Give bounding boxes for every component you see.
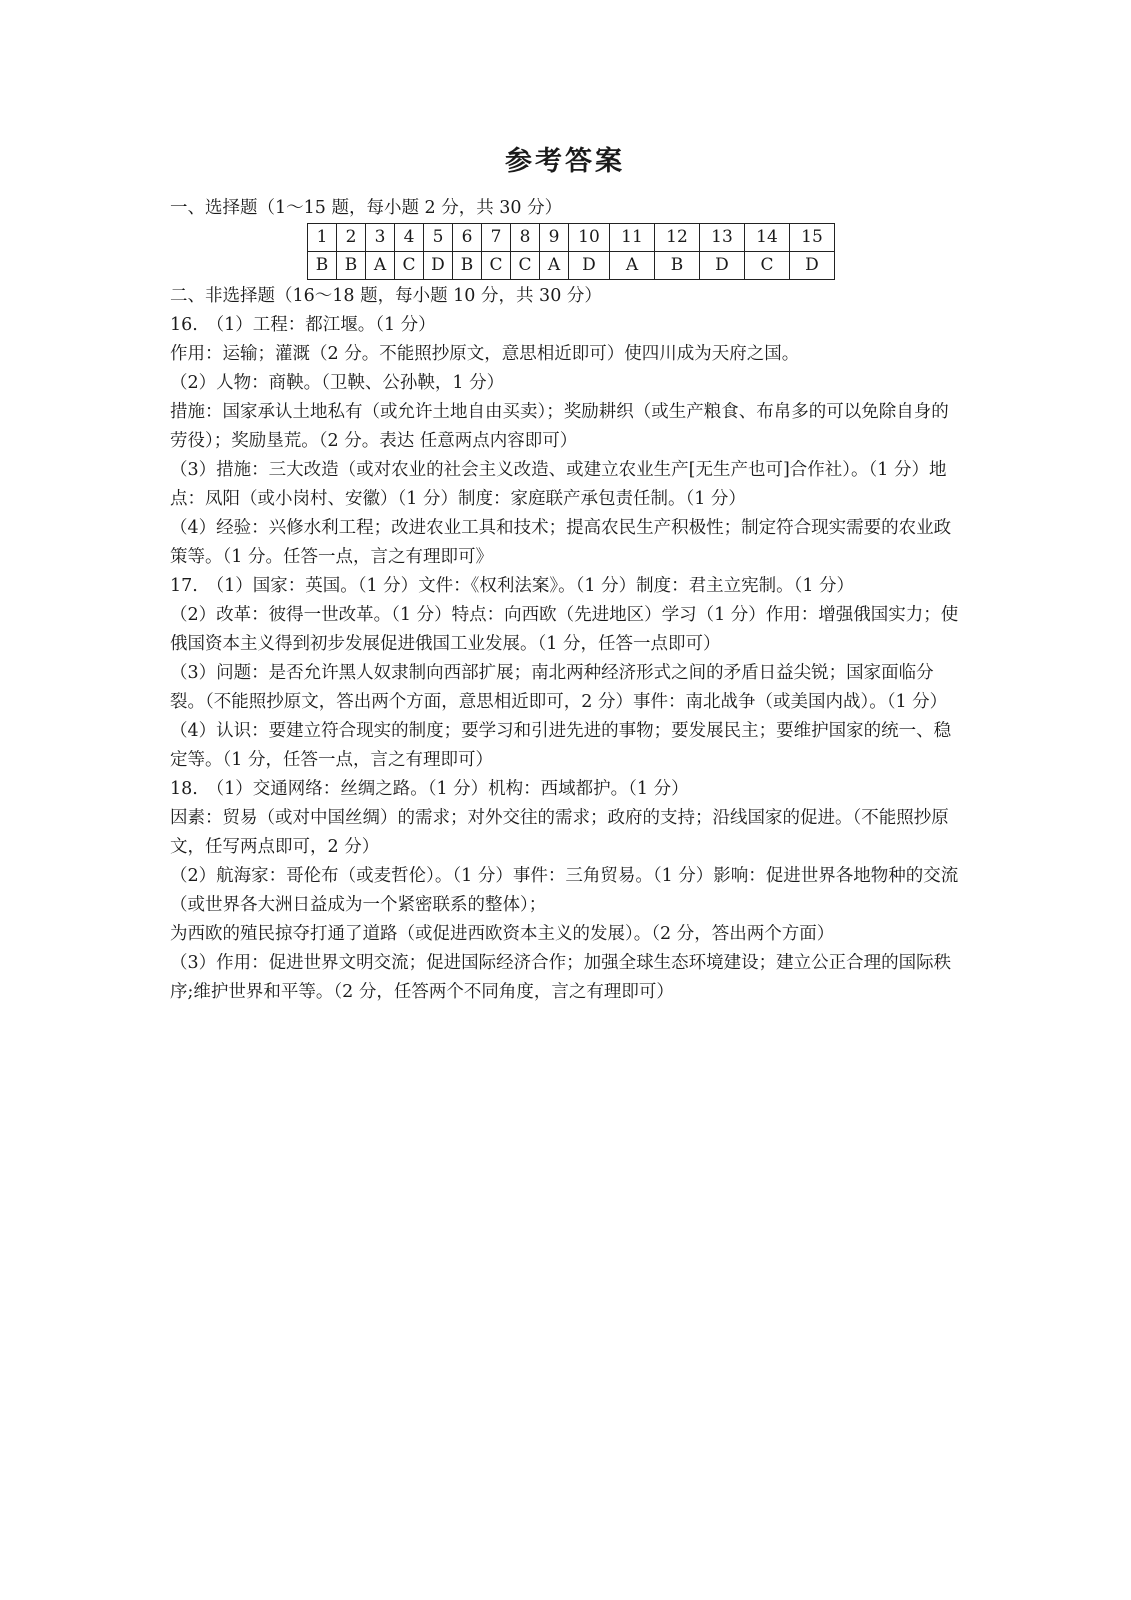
question-number-cell: 3 (366, 224, 395, 252)
answer-paragraph: （4）认识：要建立符合现实的制度；要学习和引进先进的事物；要发展民主；要维护国家的统一、稳定等。（1 分，任答一点，言之有理即可） (170, 721, 952, 770)
answer-paragraph: 18. （1）交通网络：丝绸之路。（1 分）机构：西域都护。（1 分） (170, 779, 689, 799)
question-number-cell: 5 (424, 224, 453, 252)
question-number-cell: 1 (308, 224, 337, 252)
answer-paragraph: 因素：贸易（或对中国丝绸）的需求；对外交往的需求；政府的支持；沿线国家的促进。（不能照抄原文，任写两点即可，2 分） (170, 808, 949, 857)
answer-cell: B (337, 252, 366, 280)
answer-cell: B (453, 252, 482, 280)
answer-paragraph: （2）人物：商鞅。（卫鞅、公孙鞅，1 分） (170, 373, 505, 393)
answer-paragraph: 作用：运输；灌溉（2 分。不能照抄原文，意思相近即可）使四川成为天府之国。 (170, 344, 800, 364)
page-title: 参考答案 (505, 146, 625, 177)
answer-paragraph: （2）改革：彼得一世改革。（1 分）特点：向西欧（先进地区）学习（1 分）作用：增强俄国实力；使俄国资本主义得到初步发展促进俄国工业发展。（1 分，任答一点即可） (170, 605, 959, 654)
question-number-cell: 10 (569, 224, 610, 252)
answer-cell: C (482, 252, 511, 280)
question-number-cell: 6 (453, 224, 482, 252)
answer-cell: A (540, 252, 569, 280)
answer-paragraph: （3）措施：三大改造（或对农业的社会主义改造、或建立农业生产[无生产也可]合作社）。（1 分）地点：凤阳（或小岗村、安徽）（1 分）制度：家庭联产承包责任制。（1 分） (170, 460, 947, 509)
question-number-cell: 11 (610, 224, 655, 252)
answer-table (307, 223, 835, 280)
answer-cell: D (569, 252, 610, 280)
question-number-cell: 13 (700, 224, 745, 252)
question-number-cell: 15 (790, 224, 835, 252)
answer-sheet (170, 140, 960, 1007)
answer-cell: D (790, 252, 835, 280)
answer-paragraph: 为西欧的殖民掠夺打通了道路（或促进西欧资本主义的发展）。（2 分，答出两个方面） (170, 924, 835, 944)
answer-paragraph: 17. （1）国家：英国。（1 分）文件：《权利法案》。（1 分）制度：君主立宪制。（1 分） (170, 576, 855, 596)
answer-cell: D (424, 252, 453, 280)
answer-cell: A (366, 252, 395, 280)
answer-cell: C (745, 252, 790, 280)
answer-cell: D (700, 252, 745, 280)
answer-cell: A (610, 252, 655, 280)
answer-table-number-row (308, 224, 835, 252)
question-number-cell: 12 (655, 224, 700, 252)
section2-body (170, 311, 960, 1007)
answer-cell: C (395, 252, 424, 280)
answer-table-answer-row (308, 252, 835, 280)
question-number-cell: 8 (511, 224, 540, 252)
question-number-cell: 7 (482, 224, 511, 252)
section2-heading: 二、非选择题（16～18 题，每小题 10 分，共 30 分） (170, 286, 602, 306)
answer-cell: B (655, 252, 700, 280)
answer-paragraph: （4）经验：兴修水利工程；改进农业工具和技术；提高农民生产积极性；制定符合现实需要的农业政策等。（1 分。任答一点，言之有理即可》 (170, 518, 952, 567)
answer-paragraph: 16. （1）工程：都江堰。（1 分） (170, 315, 436, 335)
question-number-cell: 2 (337, 224, 366, 252)
question-number-cell: 9 (540, 224, 569, 252)
answer-cell: C (511, 252, 540, 280)
question-number-cell: 4 (395, 224, 424, 252)
answer-paragraph: （2）航海家：哥伦布（或麦哲伦）。（1 分）事件：三角贸易。（1 分）影响：促进世界各地物种的交流（或世界各大洲日益成为一个紧密联系的整体）； (170, 866, 959, 915)
section1-heading: 一、选择题（1～15 题，每小题 2 分，共 30 分） (170, 198, 563, 218)
answer-cell: B (308, 252, 337, 280)
answer-paragraph: （3）问题：是否允许黑人奴隶制向西部扩展；南北两种经济形式之间的矛盾日益尖锐；国家面临分裂。（不能照抄原文，答出两个方面，意思相近即可，2 分）事件：南北战争（或美国内战）。（1 分） (170, 663, 948, 712)
question-number-cell: 14 (745, 224, 790, 252)
answer-paragraph: （3）作用：促进世界文明交流；促进国际经济合作；加强全球生态环境建设；建立公正合理的国际秩序;维护世界和平等。（2 分，任答两个不同角度，言之有理即可） (170, 953, 952, 1002)
answer-paragraph: 措施：国家承认土地私有（或允许土地自由买卖）；奖励耕织（或生产粮食、布帛多的可以免除自身的劳役）；奖励垦荒。（2 分。表达 任意两点内容即可） (170, 402, 949, 451)
